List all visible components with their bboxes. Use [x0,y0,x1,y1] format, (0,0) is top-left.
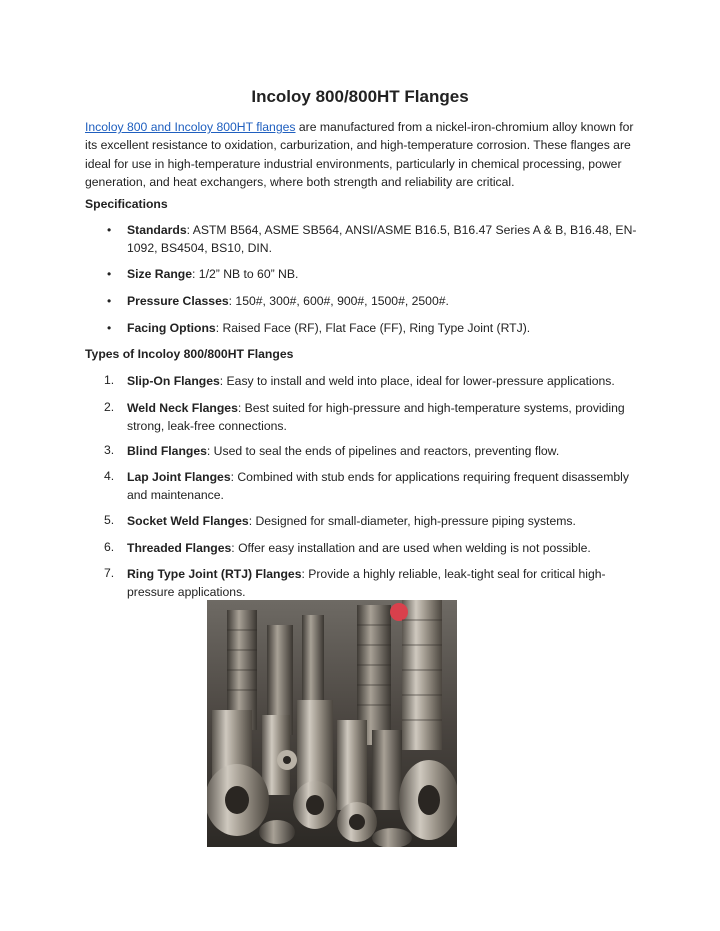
spec-text: : 1/2” NB to 60” NB. [192,267,299,281]
type-label: Ring Type Joint (RTJ) Flanges [127,567,302,581]
spec-label: Standards [127,223,187,237]
type-label: Socket Weld Flanges [127,514,249,528]
spec-label: Pressure Classes [127,294,229,308]
spec-text: : Raised Face (RF), Flat Face (FF), Ring Type Joint (RTJ). [215,321,531,335]
type-text: : Provide a highly reliable, leak-tight seal for critical high-pressure applications. [127,567,606,599]
type-item-socket-weld [127,513,637,531]
type-text: : Offer easy installation and are used when welding is not possible. [231,541,591,555]
type-label: Slip-On Flanges [127,374,220,388]
type-item-slip-on [127,373,637,391]
type-item-rtj [127,566,637,601]
flanges-photo [207,600,457,847]
type-label: Threaded Flanges [127,541,232,555]
bullet-icon: • [107,321,112,335]
spec-item-facing-options [127,320,637,338]
type-text: : Combined with stub ends for applications requiring frequent disassembly and maintenance. [127,470,629,502]
intro-link[interactable]: Incoloy 800 and Incoloy 800HT flanges [85,120,296,134]
spec-item-pressure-classes [127,293,637,311]
intro-paragraph [85,118,640,191]
type-label: Lap Joint Flanges [127,470,231,484]
list-number: 7. [104,566,115,580]
type-text: : Easy to install and weld into place, ideal for lower-pressure applications. [219,374,615,388]
list-number: 1. [104,373,115,387]
type-item-blind [127,443,637,461]
type-item-lap-joint [127,469,637,504]
spec-text: : ASTM B564, ASME SB564, ANSI/ASME B16.5, B16.47 Series A & B, B16.48, EN-1092, BS4504, BS10, DIN. [127,223,637,255]
list-number: 5. [104,513,115,527]
type-label: Blind Flanges [127,444,207,458]
spec-text: : 150#, 300#, 600#, 900#, 1500#, 2500#. [228,294,449,308]
type-item-threaded [127,540,637,558]
spec-item-standards [127,222,637,257]
specifications-heading: Specifications [85,197,168,211]
list-number: 4. [104,469,115,483]
list-number: 2. [104,400,115,414]
spec-label: Size Range [127,267,193,281]
bullet-icon: • [107,223,112,237]
spec-item-size-range [127,266,637,284]
flanges-photo-illustration [207,600,457,847]
type-text: : Used to seal the ends of pipelines and reactors, preventing flow. [206,444,560,458]
type-text: : Designed for small-diameter, high-pressure piping systems. [248,514,576,528]
bullet-icon: • [107,294,112,308]
bullet-icon: • [107,267,112,281]
list-number: 6. [104,540,115,554]
types-heading: Types of Incoloy 800/800HT Flanges [85,347,294,361]
type-item-weld-neck [127,400,637,435]
type-text: : Best suited for high-pressure and high-temperature systems, providing strong, leak-free connections. [127,401,625,433]
list-number: 3. [104,443,115,457]
type-label: Weld Neck Flanges [127,401,238,415]
intro-text: are manufactured from a nickel-iron-chromium alloy known for its excellent resistance to oxidation, carburization, and high-temperature corrosion. These flanges are ideal for use in high-temperature industrial environments, particularly in chemical processing, power generation, and heat exchangers, where both strength and reliability are critical. [85,120,634,189]
spec-label: Facing Options [127,321,216,335]
page-title: Incoloy 800/800HT Flanges [251,87,469,106]
